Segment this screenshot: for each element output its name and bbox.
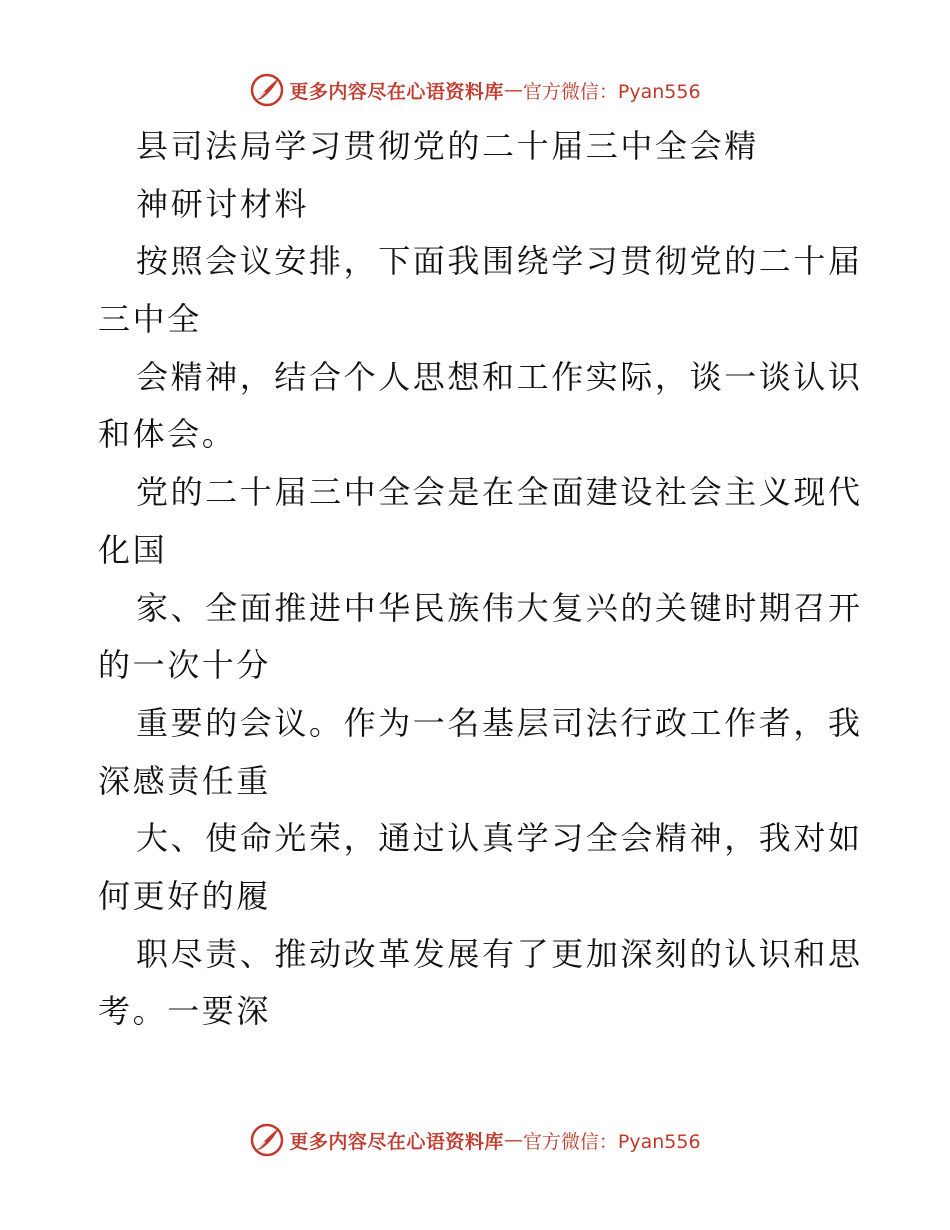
banner-main-text: 更多内容尽在心语资料库 xyxy=(289,1130,504,1153)
text-line: 三中全 xyxy=(98,300,202,339)
text-line: 神研讨材料 xyxy=(136,184,310,223)
banner-wechat-text: 官方微信：Pyan556 xyxy=(522,80,701,103)
text-line: 深感责任重 xyxy=(98,761,272,800)
text-line: 党的二十届三中全会是在全面建设社会主义现代 xyxy=(136,473,863,512)
text-line: 县司法局学习贯彻党的二十届三中全会精 xyxy=(136,127,759,165)
text-line: 的一次十分 xyxy=(98,646,272,685)
text-line: 和体会。 xyxy=(98,415,237,454)
text-line: 家、全面推进中华民族伟大复兴的关键时期召开 xyxy=(136,588,863,627)
document-body xyxy=(98,118,863,1041)
text-line: 重要的会议。作为一名基层司法行政工作者，我 xyxy=(136,703,863,742)
text-line: 职尽责、推动改革发展有了更加深刻的认识和思 xyxy=(136,934,863,973)
banner-separator: — xyxy=(503,79,523,101)
footer-watermark-banner xyxy=(0,1120,950,1160)
banner-wechat-text: 官方微信：Pyan556 xyxy=(522,1130,701,1153)
text-line: 大、使命光荣，通过认真学习全会精神，我对如 xyxy=(136,819,863,858)
text-line: 化国 xyxy=(98,530,168,569)
banner-main-text: 更多内容尽在心语资料库 xyxy=(289,80,504,103)
header-watermark-banner xyxy=(0,70,950,110)
text-line: 考。一要深 xyxy=(98,992,272,1031)
quill-pen-icon xyxy=(249,1122,285,1158)
quill-pen-icon xyxy=(249,72,285,108)
text-line: 按照会议安排，下面我围绕学习贯彻党的二十届 xyxy=(136,242,863,281)
banner-separator: — xyxy=(503,1129,523,1151)
text-line: 何更好的履 xyxy=(98,876,272,915)
text-line: 会精神，结合个人思想和工作实际，谈一谈认识 xyxy=(136,357,863,396)
